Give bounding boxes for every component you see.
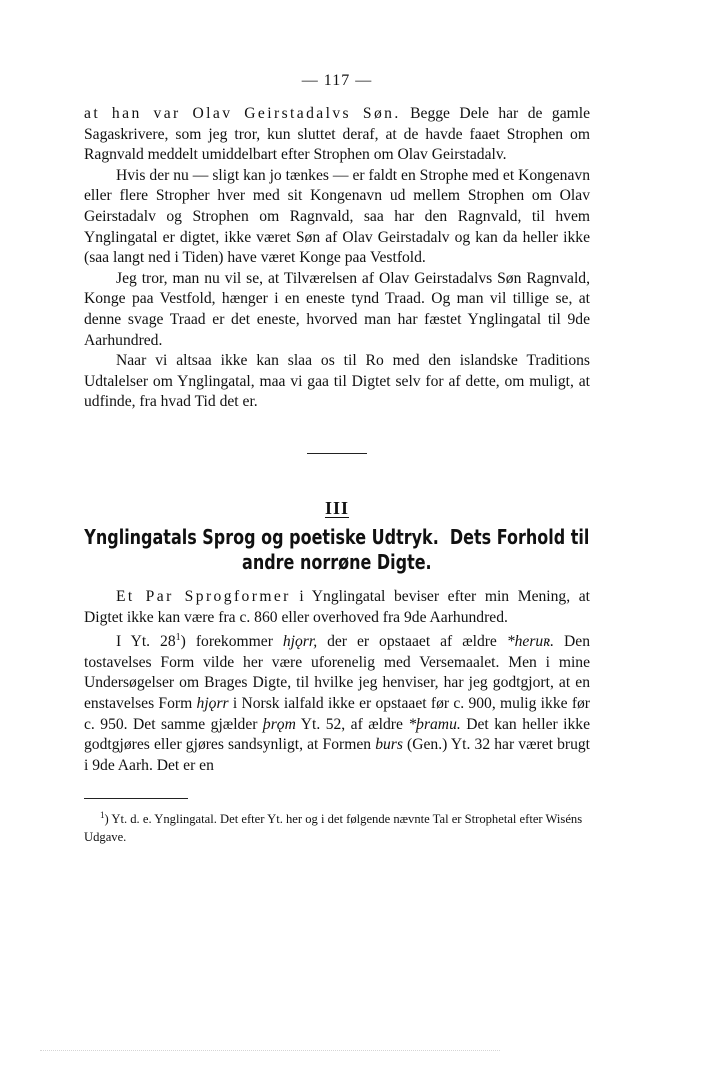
section-paragraph-1-lead: Et Par Sprogformer — [116, 587, 291, 605]
text-run: ) forekommer — [180, 633, 283, 651]
footnote — [84, 807, 590, 845]
italic-word: þrǫm — [262, 715, 296, 733]
paragraph-1 — [84, 104, 590, 166]
section-title — [84, 525, 589, 575]
text-run: der er opstaaet af ældre — [317, 633, 507, 651]
paragraph-2: Hvis der nu — sligt kan jo tænkes — er faldt en Strophe med et Kongenavn eller flere Stropher hver med sit Kongenavn ud mellem Strophen om Olav Geirstadalv og Strophen om Ragnvald, saa har den Ragnvald, til hvem Ynglingatal er digtet, ikke været Søn af Olav Geirstadalv og kan da heller ikke (saa langt ned i Tiden) have været Konge paa Vestfold. — [84, 166, 590, 267]
section-number: III — [324, 497, 349, 518]
text-run: Det kan heller ikke godtgjøres eller gjøres sandsynligt, at Formen — [84, 715, 591, 754]
italic-word: *heruʀ. — [506, 633, 555, 651]
text-run: Yt. 52, af ældre — [295, 715, 409, 733]
italic-word: *þramu. — [408, 715, 461, 733]
section-paragraph-1-text: i Ynglingatal beviser efter min Mening, at Digtet ikke kan være fra c. 860 eller overhoved fra 9de Aarhundred. — [84, 587, 590, 626]
footnote-text: ) Yt. d. e. Ynglingatal. Det efter Yt. her og i det følgende nævnte Tal er Strophetal efter Wiséns Udgave. — [84, 812, 583, 844]
section-divider — [307, 453, 367, 454]
section-title-line-1: Ynglingatals Sprog og poetiske Udtryk. Dets Forhold til — [84, 524, 590, 549]
page-number: — 117 — — [301, 72, 373, 89]
text-run: Den tostavelses Form vilde her være uforenelig med Versemaalet. Men i mine Undersøgelser om Brages Digte, til hvilke jeg henviser, har jeg godtgjort, at en enstavelses Form — [84, 633, 591, 713]
section-title-line-2: andre norrøne Digte. — [242, 549, 432, 574]
scan-artifact-line — [40, 1050, 500, 1051]
italic-word: hjǫrr, — [282, 633, 318, 651]
section-paragraph-2 — [84, 628, 590, 776]
paragraph-1-lead: at han var Olav Geirstadalvs Søn. — [84, 105, 401, 122]
paragraph-1-text: Begge Dele har de gamle Sagaskrivere, som jeg tror, kun sluttet deraf, at de havde faaet Strophen om Ragnvald meddelt umiddelbart efter Strophen om Olav Geirstadalv. — [84, 105, 591, 164]
footnote-rule — [84, 798, 188, 799]
text-run: I Yt. 28 — [116, 633, 176, 651]
italic-word: burs — [375, 736, 403, 754]
text-run: (Gen.) Yt. 32 har været brugt i 9de Aarh. Det er en — [84, 736, 590, 774]
paragraph-4: Naar vi altsaa ikke kan slaa os til Ro med den islandske Traditions Udtalelser om Ynglingatal, maa vi gaa til Digtet selv for af dette, om muligt, at udfinde, fra hvad Tid det er. — [84, 352, 590, 411]
footnote-marker: 1 — [100, 810, 105, 821]
footnote-reference: 1 — [175, 632, 181, 644]
page-body — [84, 72, 590, 846]
text-run: i Norsk ialfald ikke er opstaaet før c. 900, mulig ikke før c. 950. Det samme gjælder — [84, 695, 590, 733]
paragraph-3: Jeg tror, man nu vil se, at Tilværelsen af Olav Geirstadalvs Søn Ragnvald, Konge paa Vestfold, hænger i en eneste tynd Traad. Og man vil tillige se, at denne svage Traad er det eneste, hvorved man har fæstet Ynglingatal til 9de Aarhundred. — [84, 269, 590, 349]
italic-word: hjǫrr — [196, 695, 229, 713]
section-paragraph-1 — [84, 587, 590, 628]
